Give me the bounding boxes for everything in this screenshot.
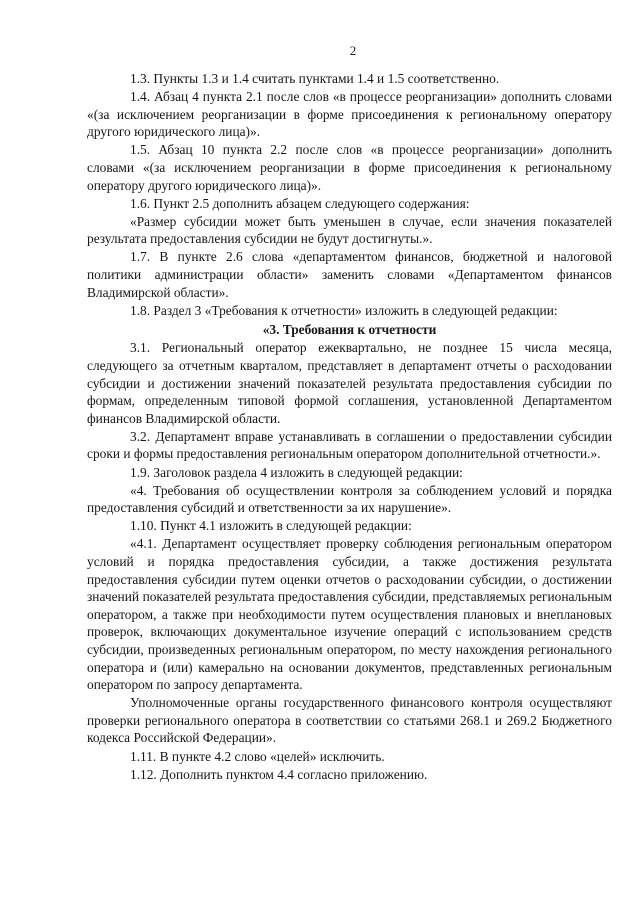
paragraph-1-7: 1.7. В пункте 2.6 слова «департаментом финансов, бюджетной и налоговой политики администрации области» заменить словами «Департаментом финансов Владимирской области». [87,249,612,300]
paragraph-3-2: 3.2. Департамент вправе устанавливать в соглашении о предоставлении субсидии сроки и формы предоставления региональным оператором дополнительной отчетности.». [87,428,612,462]
paragraph-1-12: 1.12. Дополнить пунктом 4.4 согласно приложению. [130,766,428,782]
paragraph-4-1-control: Уполномоченные органы государственного финансового контроля осуществляют проверки регионального оператора в соответствии со статьями 268.1 и 269.2 Бюджетного кодекса Российской Федерации». [87,695,612,746]
paragraph-1-4: 1.4. Абзац 4 пункта 2.1 после слов «в процессе реорганизации» дополнить словами «(за исключением реорганизации в форме присоединения к региональному оператору другого юридического лица)». [87,89,612,140]
paragraph-1-9: 1.9. Заголовок раздела 4 изложить в следующей редакции: [130,464,463,480]
paragraph-1-8: 1.8. Раздел 3 «Требования к отчетности» изложить в следующей редакции: [130,302,558,318]
section-3-heading: «3. Требования к отчетности [262,322,437,338]
document-body [87,70,612,784]
paragraph-4-1: «4.1. Департамент осуществляет проверку соблюдения региональным оператором условий и порядка предоставления субсидии, а также достижения результата предоставления субсидии путем оценки отчетов о расходовании субсидии, о достижении значений показателей результата предоставления субсидии, представляемых региональным оператором, а также при необходимости путем осуществления плановых и внеплановых проверок, включающих документальное изучение операций с использованием средств субсидии, произведенных региональным оператором, по месту нахождения регионального оператора и (или) камерально на основании документов, представленных региональным оператором по запросу департамента. [87,536,612,693]
paragraph-3-1: 3.1. Региональный оператор ежеквартально, не позднее 15 числа месяца, следующего за отчетным кварталом, представляет в департамент отчеты о расходовании субсидии и достижении значений показателей результата предоставления субсидии по формам, определенным типовой формой соглашения, установленной Департаментом финансов Владимирской области. [87,340,612,426]
paragraph-1-6-quote: «Размер субсидии может быть уменьшен в случае, если значения показателей результата предоставления субсидии не будут достигнуты.». [87,213,612,247]
paragraph-1-9-quote: «4. Требования об осуществлении контроля за соблюдением условий и порядка предоставления субсидий и ответственности за их нарушение». [87,482,612,516]
paragraph-1-6: 1.6. Пункт 2.5 дополнить абзацем следующего содержания: [130,195,470,211]
paragraph-1-3: 1.3. Пункты 1.3 и 1.4 считать пунктами 1.4 и 1.5 соответственно. [130,71,500,86]
paragraph-1-5: 1.5. Абзац 10 пункта 2.2 после слов «в процессе реорганизации» дополнить словами «(за исключением реорганизации в форме присоединения к региональному оператору другого юридического лица)». [87,142,612,193]
page-number: 2 [349,43,357,58]
paragraph-1-11: 1.11. В пункте 4.2 слово «целей» исключить. [130,748,385,764]
paragraph-1-10: 1.10. Пункт 4.1 изложить в следующей редакции: [130,518,412,534]
